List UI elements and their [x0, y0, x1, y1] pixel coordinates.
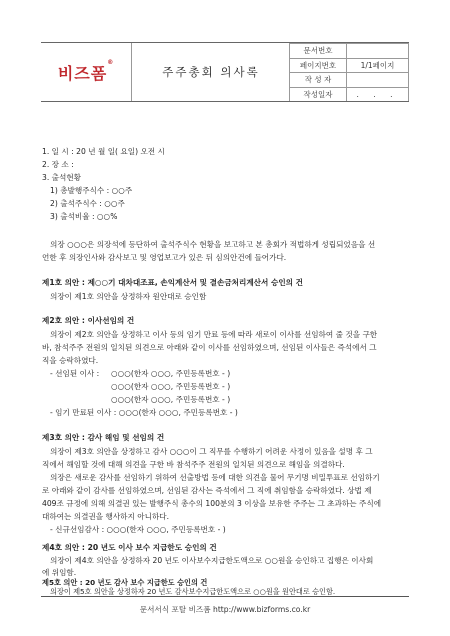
meta-row — [290, 87, 409, 102]
agenda-2-text: 직을 승락하였다. — [42, 356, 99, 365]
document-meta-table — [289, 43, 409, 102]
meta-value[interactable]: . . . — [347, 87, 409, 102]
company-logo — [57, 58, 115, 84]
agenda-3-text: 로 아래와 같이 감사를 선임하였으며, 선임된 감사는 즉석에서 그 직에 취임함을 승락하였다. 상법 제 — [42, 486, 372, 495]
header-bottom-rule — [41, 101, 409, 102]
footer-text: 문서서식 포탈 비즈폼 http://www.bizforms.co.kr — [139, 605, 311, 614]
elected-director: ○○○(한자 ○○○, 주민등록번호 - ) — [111, 369, 231, 378]
meta-value[interactable]: 1/1페이지 — [347, 58, 409, 73]
meta-value[interactable] — [347, 73, 409, 88]
overview-total-shares: 1) 총발행주식수 : ○○주 — [50, 186, 133, 195]
logo-text: 비즈폼 — [57, 63, 108, 83]
footer-rule — [41, 596, 409, 597]
agenda-3-text: 의장은 새로운 감사를 선임하기 위하여 선출방법 등에 대한 의견을 물어 무기명 비밀투표로 선임하기 — [50, 473, 380, 482]
new-auditor: - 신규선임감사 : ○○○(한자 ○○○, 주민등록번호 - ) — [50, 525, 226, 534]
meta-row — [290, 58, 409, 73]
elected-director: ○○○(한자 ○○○, 주민등록번호 - ) — [111, 395, 231, 404]
document-header — [41, 42, 409, 102]
meta-value[interactable] — [347, 44, 409, 59]
agenda-3-text: 직에서 해임할 것에 대해 의견을 구한 바 참석주주 전원의 일치된 의견으로 해임을 의결하다. — [42, 460, 345, 469]
meta-label: 작 성 자 — [290, 73, 347, 88]
meta-row — [290, 44, 409, 59]
agenda-3-title: 제3호 의안 : 감사 해임 및 선임의 건 — [42, 433, 165, 442]
meta-label: 문서번호 — [290, 44, 347, 59]
overview-attendance-heading: 3. 출석현황 — [42, 173, 82, 182]
meta-label: 작성일자 — [290, 87, 347, 102]
overview-place: 2. 장 소 : — [42, 160, 74, 169]
agenda-2-text: 바, 참석주주 전원의 일치된 의견으로 아래와 같이 이사를 선임하였으며, 선임된 이사들은 즉석에서 그 — [42, 343, 377, 352]
intro-line: 언한 후 의장인사와 감사보고 및 영업보고가 있은 뒤 심의안건에 들어가다. — [42, 253, 287, 262]
agenda-5-text: 의장이 제5호 의안을 상정하자 20 년도 감사보수지급한도액으로 ○○원을 원안대로 승인함. — [50, 587, 336, 596]
expired-director: - 임기 만료된 이사 : ○○○(한자 ○○○, 주민등록번호 - ) — [50, 408, 238, 417]
overview-attendance-ratio: 3) 출석비율 : ○○% — [50, 212, 118, 221]
overview-attending-shares: 2) 출석주식수 : ○○주 — [50, 199, 125, 208]
logo-cell — [41, 43, 131, 101]
elected-directors-label: - 선임된 이사 : — [50, 369, 100, 378]
agenda-4-text: 의장이 제4호 의안을 상정하자 20 년도 이사보수지급한도액으로 ○○원을 승인하고 집행은 이사회 — [50, 556, 374, 565]
meta-row — [290, 73, 409, 88]
elected-director: ○○○(한자 ○○○, 주민등록번호 - ) — [111, 382, 231, 391]
agenda-3-text: 409조 규정에 의해 의결권 있는 발행주식 총수의 100분의 3 이상을 보유한 주주는 그 초과하는 주식에 — [42, 499, 382, 508]
agenda-4-text: 에 위임함. — [42, 568, 77, 577]
agenda-3-text: 대하여는 의결권을 행사하지 아니하다. — [42, 512, 170, 521]
agenda-2-text: 의장이 제2호 의안을 상정하고 이사 등의 임기 만료 등에 따라 새로이 이사를 선임하여 줄 것을 구한 — [50, 330, 378, 339]
agenda-1-title: 제1호 의안 : 제○○기 대차대조표, 손익계산서 및 결손금처리계산서 승인의 건 — [42, 278, 303, 287]
agenda-3-text: 의장이 제3호 의안을 상정하고 감사 ○○○이 그 직무를 수행하기 어려운 사정이 있음을 설명 후 그 — [50, 447, 373, 456]
title-cell — [131, 43, 290, 101]
agenda-5-title: 제5호 의안 : 20 년도 감사 보수 지급한도 승인의 건 — [42, 578, 208, 587]
meta-label: 페이지번호 — [290, 58, 347, 73]
agenda-1-text: 의장이 제1호 의안을 상정하자 원안대로 승인함 — [50, 292, 207, 301]
agenda-4-title: 제4호 의안 : 20 년도 이사 보수 지급한도 승인의 건 — [42, 543, 217, 552]
overview-datetime: 1. 일 시 : 20 년 월 일( 요일) 오전 시 — [42, 147, 165, 156]
intro-line: 의장 ○○○은 의장석에 등단하여 출석주식수 현황을 보고하고 본 총회가 적법하게 성립되었음을 선 — [50, 240, 376, 249]
logo-registered-mark: ® — [107, 58, 115, 66]
agenda-2-title: 제2호 의안 : 이사선임의 건 — [42, 316, 135, 325]
document-title: 주주총회 의사록 — [162, 65, 260, 79]
